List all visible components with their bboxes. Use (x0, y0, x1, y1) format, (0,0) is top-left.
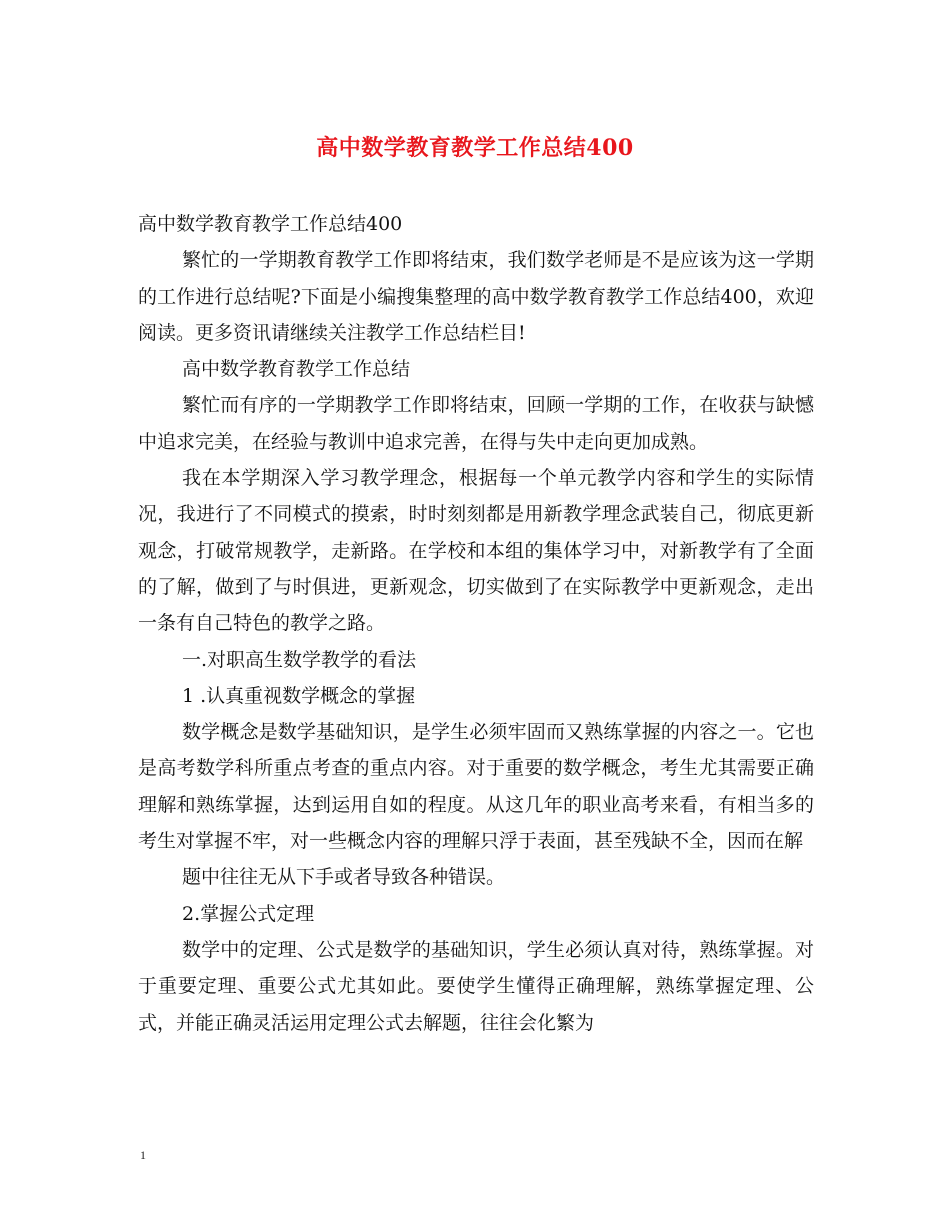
paragraph: 高中数学教育教学工作总结400 (138, 213, 403, 235)
paragraph: 数学概念是数学基础知识，是学生必须牢固而又熟练掌握的内容之一。它也是高考数学科所重点考查的重点内容。对于重要的数学概念，考生尤其需要正确理解和熟练掌握，达到运用自如的程度。从这几年的职业高考来看，有相当多的考生对掌握不牢，对一些概念内容的理解只浮于表面，甚至残缺不全，因而在解 (138, 721, 814, 853)
paragraph: 2.掌握公式定理 (182, 902, 315, 925)
paragraph: 繁忙而有序的一学期教学工作即将结束，回顾一学期的工作，在收获与缺憾中追求完美，在经验与教训中追求完善，在得与失中走向更加成熟。 (138, 394, 814, 453)
document-body (138, 206, 814, 1041)
paragraph: 题中往往无从下手或者导致各种错误。 (182, 866, 506, 889)
paragraph: 我在本学期深入学习教学理念，根据每一个单元教学内容和学生的实际情况，我进行了不同模式的摸索，时时刻刻都是用新教学理念武装自己，彻底更新观念，打破常规教学，走新路。在学校和本组的集体学习中，对新教学有了全面的了解，做到了与时俱进，更新观念，切实做到了在实际教学中更新观念，走出一条有自己特色的教学之路。 (138, 467, 814, 635)
paragraph: 一.对职高生数学教学的看法 (182, 648, 417, 671)
paragraph: 数学中的定理、公式是数学的基础知识，学生必须认真对待，熟练掌握。对于重要定理、重要公式尤其如此。要使学生懂得正确理解，熟练掌握定理、公式，并能正确灵活运用定理公式去解题，往往会化繁为 (138, 938, 814, 1034)
paragraph: 1 .认真重视数学概念的掌握 (182, 684, 416, 707)
page-number: 1 (140, 1148, 146, 1162)
document-title: 高中数学教育教学工作总结400 (316, 135, 634, 161)
paragraph: 高中数学教育教学工作总结 (182, 358, 411, 381)
paragraph: 繁忙的一学期教育教学工作即将结束，我们数学老师是不是应该为这一学期的工作进行总结呢?下面是小编搜集整理的高中数学教育教学工作总结400，欢迎阅读。更多资讯请继续关注教学工作总结栏目! (138, 249, 814, 344)
